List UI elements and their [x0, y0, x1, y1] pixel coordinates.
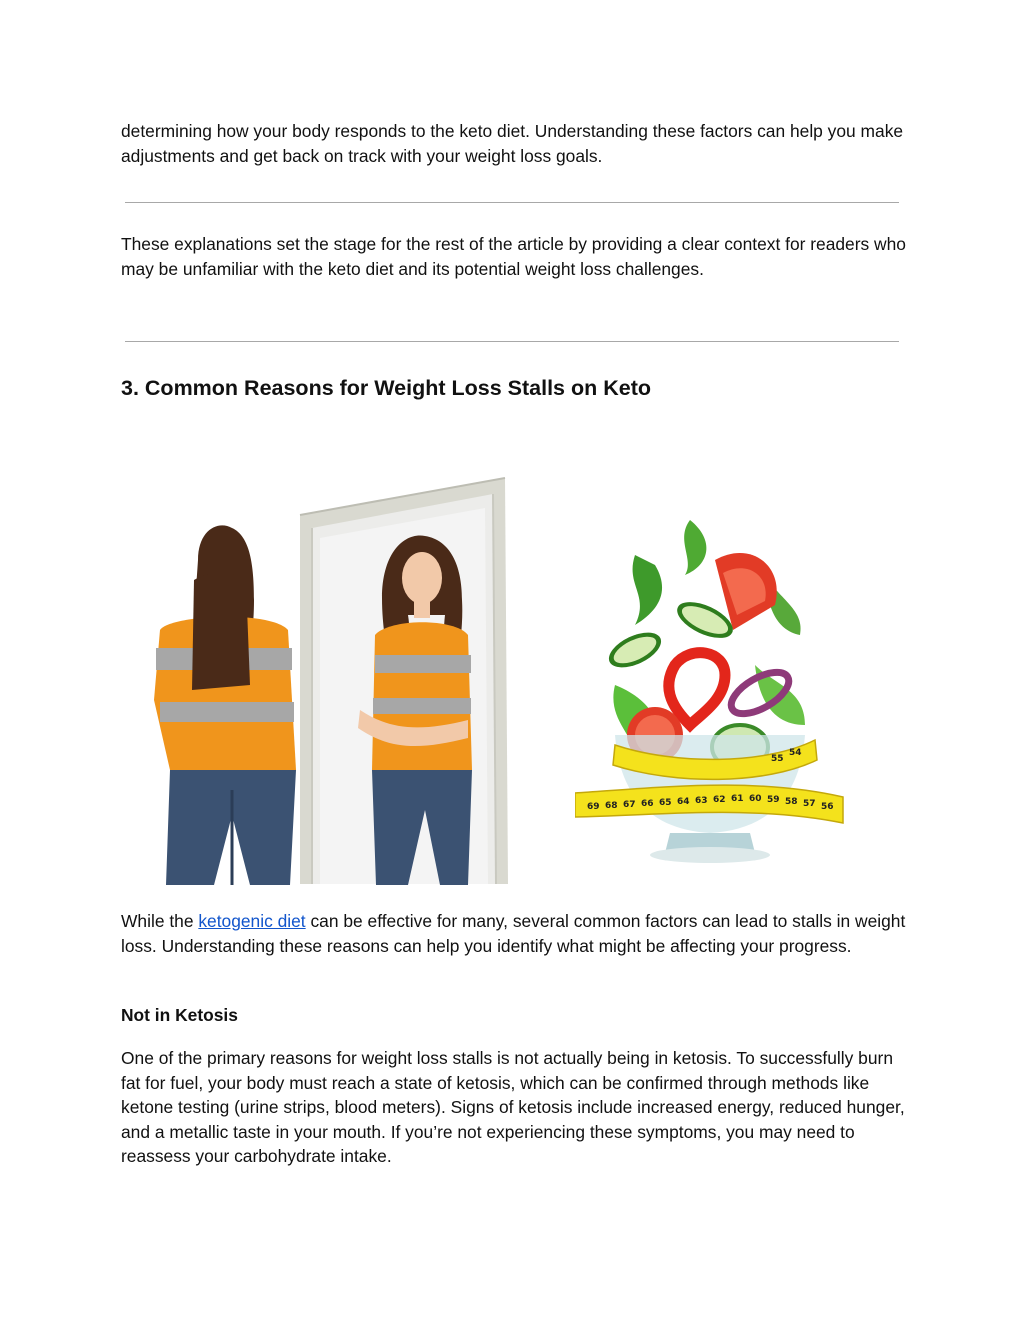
tape-number: 60 [749, 794, 762, 804]
tape-number: 55 [771, 754, 784, 764]
subsection-paragraph: One of the primary reasons for weight loss stalls is not actually being in ketosis. To successfully burn fat for fuel, your body must reach a state of ketosis, which can be confirmed through methods like ketone testing (urine strips, blood meters). Signs of ketosis include increased energy, reduced hunger, and a metallic taste in your mouth. If you’re not experiencing these symptoms, you may need to reassess your carbohydrate intake. [121, 1048, 905, 1166]
section-text-before-link: While the [121, 911, 199, 931]
tape-number: 63 [695, 796, 708, 806]
horizontal-rule [125, 202, 899, 203]
tape-number: 61 [731, 794, 744, 804]
tape-number: 69 [587, 802, 600, 812]
tape-number: 57 [803, 799, 816, 809]
section-text-after-link: can be effective for many, several common factors can lead to stalls in weight loss. Understanding these reasons can help you identify what might be affecting your progress. [121, 911, 906, 956]
tape-number: 59 [767, 795, 780, 805]
woman-mirror-image [150, 470, 520, 885]
ketogenic-diet-link[interactable]: ketogenic diet [198, 911, 306, 931]
section-heading: 3. Common Reasons for Weight Loss Stalls on Keto [121, 376, 652, 400]
woman-back-view [154, 525, 296, 885]
tape-number: 56 [821, 802, 834, 812]
tape-number: 65 [659, 798, 672, 808]
subsection-heading: Not in Ketosis [121, 1005, 238, 1025]
section-paragraph [121, 909, 906, 958]
tape-number: 62 [713, 795, 726, 805]
context-paragraph: These explanations set the stage for the rest of the article by providing a clear context for readers who may be unfamiliar with the keto diet and its potential weight loss challenges. [121, 234, 906, 279]
horizontal-rule [125, 341, 899, 342]
tape-number: 58 [785, 797, 798, 807]
tape-number: 66 [641, 799, 654, 809]
tape-number: 68 [605, 801, 618, 811]
tape-number: 67 [623, 800, 636, 810]
intro-paragraph: determining how your body responds to the keto diet. Understanding these factors can help you make adjustments and get back on track with your weight loss goals. [121, 121, 904, 166]
tape-number: 64 [677, 797, 690, 807]
tape-number: 54 [789, 748, 802, 758]
salad-tape-image [575, 515, 845, 880]
